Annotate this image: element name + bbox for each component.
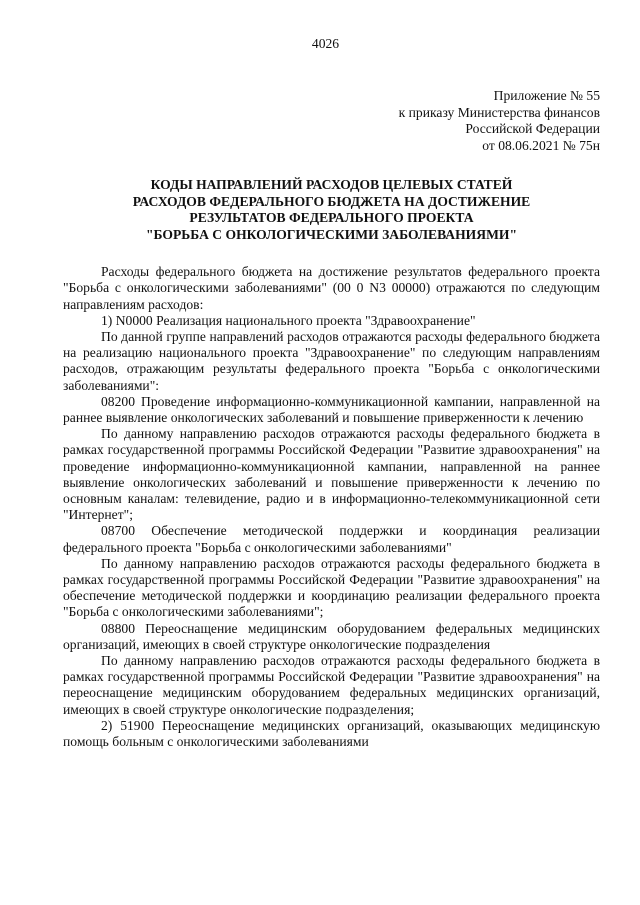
- appendix-line: к приказу Министерства финансов: [398, 104, 600, 120]
- paragraph: 1) N0000 Реализация национального проекта "Здравоохранение": [101, 312, 476, 328]
- appendix-block: [63, 88, 600, 154]
- paragraph: 08800 Переоснащение медицинским оборудованием федеральных медицинских организаций, имеющих в своей структуре онкологические подразделения: [63, 620, 600, 652]
- title-line: КОДЫ НАПРАВЛЕНИЙ РАСХОДОВ ЦЕЛЕВЫХ СТАТЕЙ: [150, 177, 513, 193]
- paragraph: 08200 Проведение информационно-коммуникационной кампании, направленной на раннее выявление онкологических заболеваний и повышение приверженности к лечению: [63, 393, 600, 426]
- paragraph: 08700 Обеспечение методической поддержки и координация реализации федерального проекта "Борьба с онкологическими заболеваниями": [63, 523, 600, 555]
- title-line: РЕЗУЛЬТАТОВ ФЕДЕРАЛЬНОГО ПРОЕКТА: [189, 210, 474, 226]
- title-line: РАСХОДОВ ФЕДЕРАЛЬНОГО БЮДЖЕТА НА ДОСТИЖЕНИЕ: [132, 193, 531, 209]
- page-number: 4026: [311, 36, 340, 51]
- paragraph: По данному направлению расходов отражаются расходы федерального бюджета в рамках государственной программы Российской Федерации "Развитие здравоохранения" на обеспечение методической поддержки и координацию реализации федерального проекта "Борьба с онкологическими заболеваниями";: [63, 555, 600, 620]
- document-body: [63, 264, 600, 750]
- appendix-line: Приложение № 55: [493, 88, 600, 104]
- appendix-line: от 08.06.2021 № 75н: [482, 137, 600, 153]
- paragraph: По данному направлению расходов отражаются расходы федерального бюджета в рамках государственной программы Российской Федерации "Развитие здравоохранения" на переоснащение медицинским оборудованием федеральных медицинских организаций, имеющих в своей структуре онкологические подразделения;: [63, 653, 600, 717]
- paragraph: По данному направлению расходов отражаются расходы федерального бюджета в рамках государственной программы Российской Федерации "Развитие здравоохранения" на проведение информационно-коммуникационной кампании, направленной на раннее выявление онкологических заболеваний и повышение приверженности к лечению по основным каналам: телевидение, радио и в информационно-телекоммуникационной сети "Интернет";: [63, 426, 600, 523]
- paragraph: Расходы федерального бюджета на достижение результатов федерального проекта "Борьба с онкологическими заболеваниями" (00 0 N3 00000) отражаются по следующим направлениям расходов:: [63, 264, 600, 312]
- title-line: "БОРЬБА С ОНКОЛОГИЧЕСКИМИ ЗАБОЛЕВАНИЯМИ": [145, 226, 518, 242]
- paragraph: По данной группе направлений расходов отражаются расходы федерального бюджета на реализацию национального проекта "Здравоохранение" по следующим направлениям расходов, отражающим результаты федерального проекта "Борьба с онкологическими заболеваниями":: [63, 329, 600, 393]
- document-title: [63, 177, 600, 243]
- paragraph: 2) 51900 Переоснащение медицинских организаций, оказывающих медицинскую помощь больным с онкологическими заболеваниями: [63, 717, 600, 750]
- appendix-line: Российской Федерации: [465, 121, 600, 137]
